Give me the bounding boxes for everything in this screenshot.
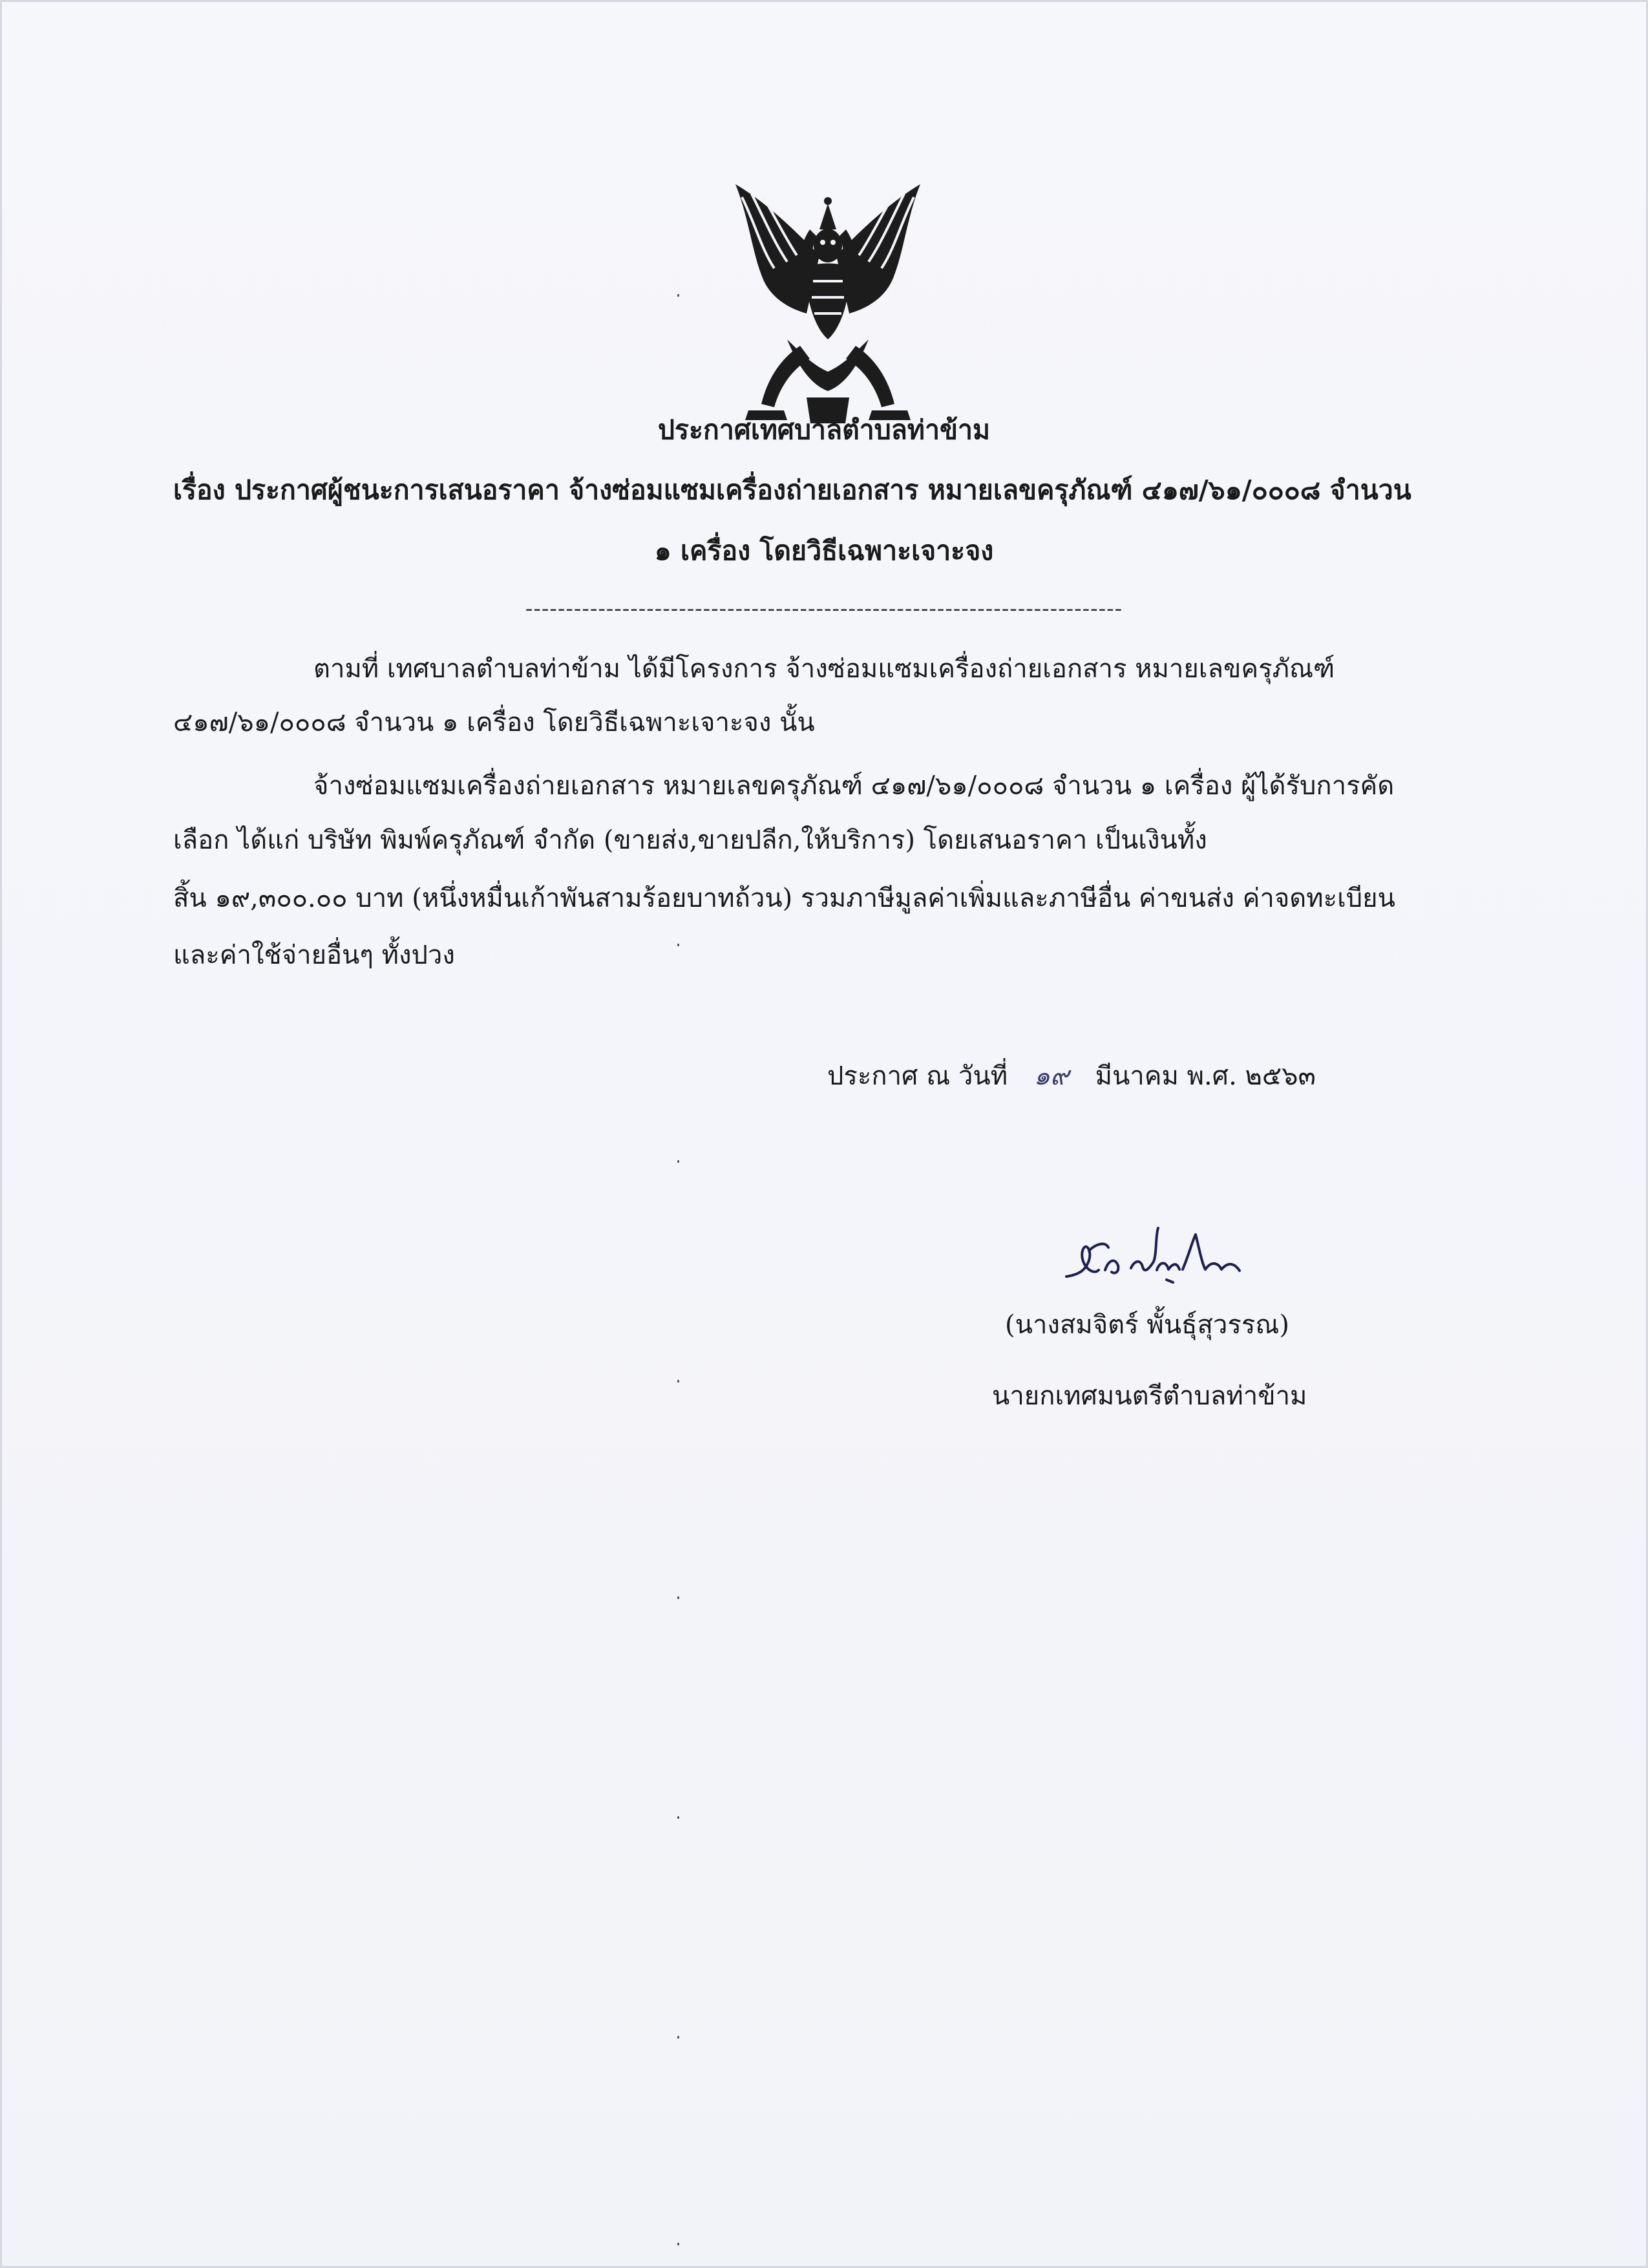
paragraph1-line2: ๔๑๗/๖๑/๐๐๐๘ จำนวน ๑ เครื่อง โดยวิธีเฉพาะเจาะจง นั้น (173, 708, 815, 737)
organization-heading: ประกาศเทศบาลตำบลท่าข้าม (657, 414, 991, 445)
scan-speck (677, 2036, 679, 2039)
date-prefix: ประกาศ ณ วันที่ (827, 1061, 1008, 1091)
scan-speck (677, 1596, 679, 1599)
subject-line-1: เรื่อง ประกาศผู้ชนะการเสนอราคา จ้างซ่อมแซมเครื่องถ่ายเอกสาร หมายเลขครุภัณฑ์ ๔๑๗/๖๑/๐๐๐๘ จำนวน (173, 474, 1411, 505)
paragraph2-line4: และค่าใช้จ่ายอื่นๆ ทั้งปวง (173, 940, 455, 970)
garuda-emblem-icon (723, 178, 933, 433)
scan-speck (677, 294, 679, 297)
scan-speck (677, 1160, 679, 1163)
divider-line: -------------------------------------------------------------------------- (525, 596, 1123, 622)
scan-speck (677, 1380, 679, 1383)
paragraph2-line3: สิ้น ๑๙,๓๐๐.๐๐ บาท (หนึ่งหมื่นเก้าพันสามร้อยบาทถ้วน) รวมภาษีมูลค่าเพิ่มและภาษีอื่น ค่าขนส่ง ค่าจดทะเบียน (173, 884, 1395, 913)
scan-speck (677, 1816, 679, 1819)
signatory-title: นายกเทศมนตรีตำบลท่าข้าม (992, 1381, 1307, 1411)
paragraph1-line1: ตามที่ เทศบาลตำบลท่าข้าม ได้มีโครงการ จ้างซ่อมแซมเครื่องถ่ายเอกสาร หมายเลขครุภัณฑ์ (313, 654, 1335, 684)
signatory-name: (นางสมจิตร์ พั้นธุ์สุวรรณ) (1005, 1310, 1290, 1340)
date-day: ๑๙ (1033, 1061, 1070, 1091)
date-month-year: มีนาคม พ.ศ. ๒๕๖๓ (1095, 1061, 1316, 1091)
scan-speck (677, 2243, 679, 2245)
subject-line-2: ๑ เครื่อง โดยวิธีเฉพาะเจาะจง (654, 535, 994, 566)
paragraph2-line2: เลือก ได้แก่ บริษัท พิมพ์ครุภัณฑ์ จำกัด (ขายส่ง,ขายปลีก,ให้บริการ) โดยเสนอราคา เป็นเงินทั้ง (173, 825, 1207, 855)
scan-speck (677, 944, 679, 946)
handwritten-signature (1060, 1215, 1267, 1293)
announcement-date (827, 1063, 1316, 1089)
paragraph2-line1: จ้างซ่อมแซมเครื่องถ่ายเอกสาร หมายเลขครุภัณฑ์ ๔๑๗/๖๑/๐๐๐๘ จำนวน ๑ เครื่อง ผู้ได้รับการคัด (313, 771, 1395, 801)
